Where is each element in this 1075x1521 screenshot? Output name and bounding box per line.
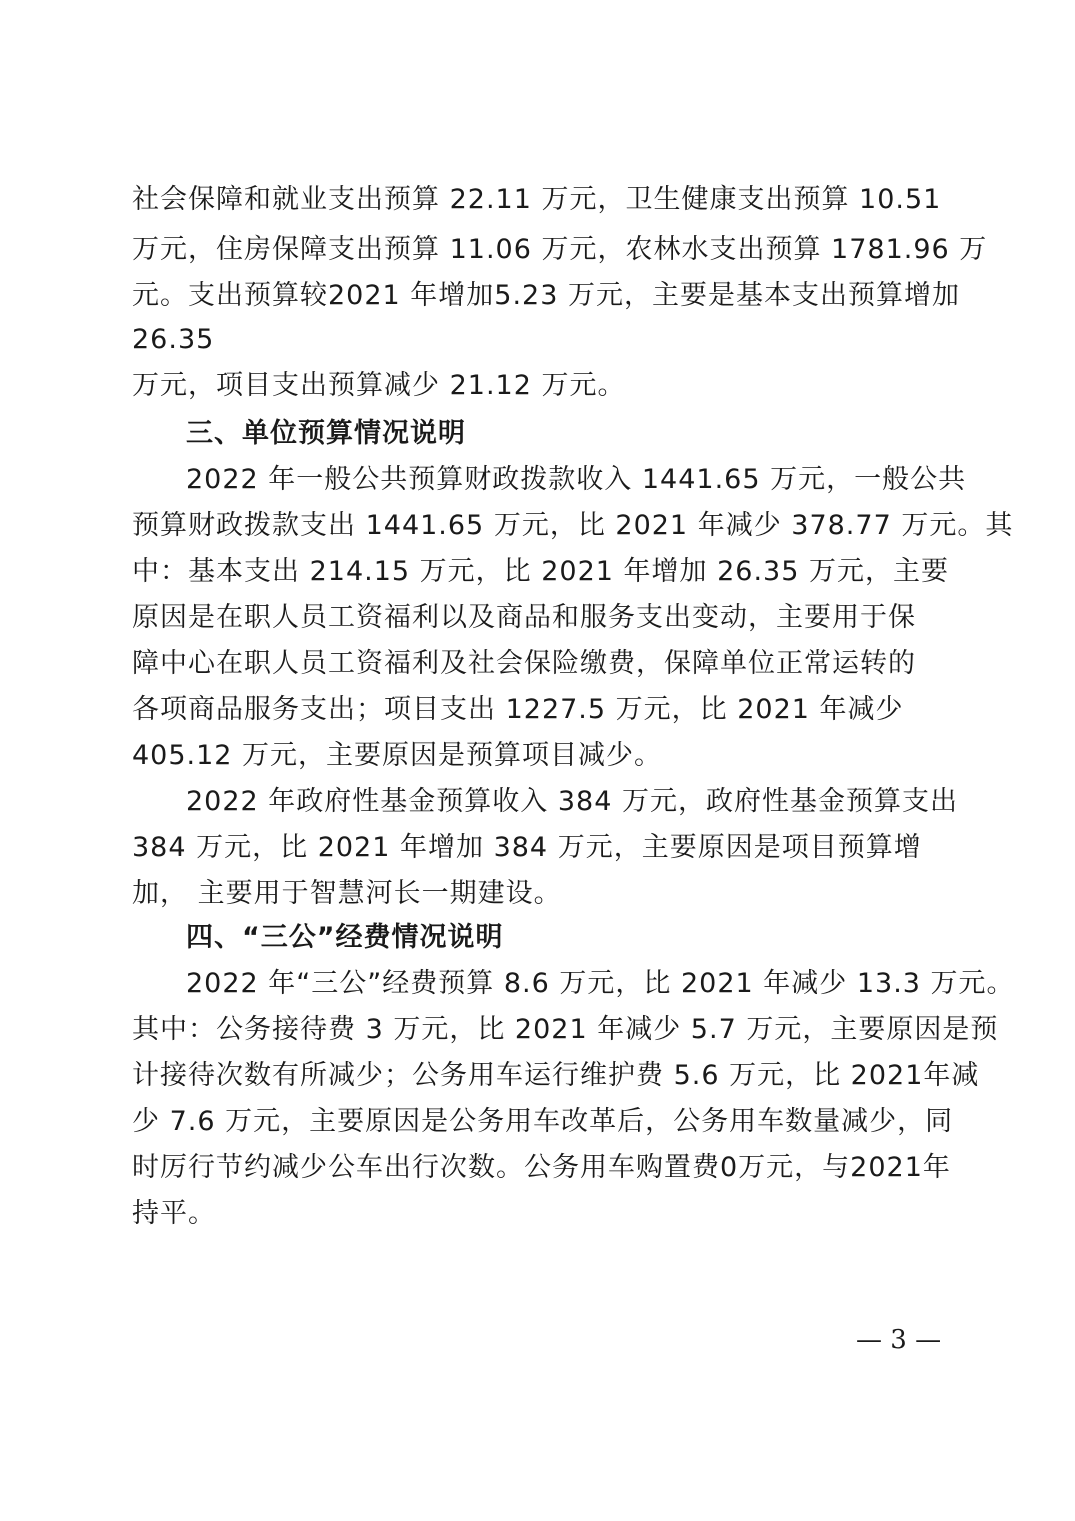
text-line: 少 7.6 万元，主要原因是公务用车改革后，公务用车数量减少，同: [132, 1106, 954, 1137]
text-line: 计接待次数有所减少；公务用车运行维护费 5.6 万元，比 2021年减: [132, 1060, 980, 1091]
text-line: 时厉行节约减少公车出行次数。公务用车购置费0万元，与2021年: [132, 1152, 951, 1183]
text-line: 障中心在职人员工资福利及社会保险缴费，保障单位正常运转的: [132, 648, 916, 679]
text-line: 405.12 万元，主要原因是预算项目减少。: [132, 740, 663, 771]
text-line: 万元，住房保障支出预算 11.06 万元，农林水支出预算 1781.96 万: [132, 234, 988, 265]
section-heading: 四、“三公”经费情况说明: [186, 922, 504, 953]
text-line: 384 万元，比 2021 年增加 384 万元，主要原因是项目预算增: [132, 832, 922, 863]
text-line: 万元，项目支出预算减少 21.12 万元。: [132, 370, 626, 401]
text-line: 26.35: [132, 324, 215, 355]
text-line: 各项商品服务支出；项目支出 1227.5 万元，比 2021 年减少: [132, 694, 904, 725]
text-line: 原因是在职人员工资福利以及商品和服务支出变动，主要用于保: [132, 602, 916, 633]
text-line: 2022 年一般公共预算财政拨款收入 1441.65 万元，一般公共: [186, 464, 967, 495]
text-line: 社会保障和就业支出预算 22.11 万元，卫生健康支出预算 10.51: [132, 184, 942, 215]
text-line: 持平。: [132, 1198, 216, 1229]
text-line: 加， 主要用于智慧河长一期建设。: [132, 878, 562, 909]
text-line: 2022 年政府性基金预算收入 384 万元，政府性基金预算支出: [186, 786, 958, 817]
text-line: 元。支出预算较2021 年增加5.23 万元，主要是基本支出预算增加: [132, 280, 960, 311]
section-heading: 三、单位预算情况说明: [186, 418, 466, 449]
text-line: 2022 年“三公”经费预算 8.6 万元，比 2021 年减少 13.3 万元。: [186, 968, 1015, 999]
text-line: 其中：公务接待费 3 万元，比 2021 年减少 5.7 万元，主要原因是预: [132, 1014, 999, 1045]
page-number: — 3 —: [856, 1325, 942, 1355]
text-line: 预算财政拨款支出 1441.65 万元，比 2021 年减少 378.77 万元。其: [132, 510, 1014, 541]
text-line: 中：基本支出 214.15 万元，比 2021 年增加 26.35 万元，主要: [132, 556, 949, 587]
